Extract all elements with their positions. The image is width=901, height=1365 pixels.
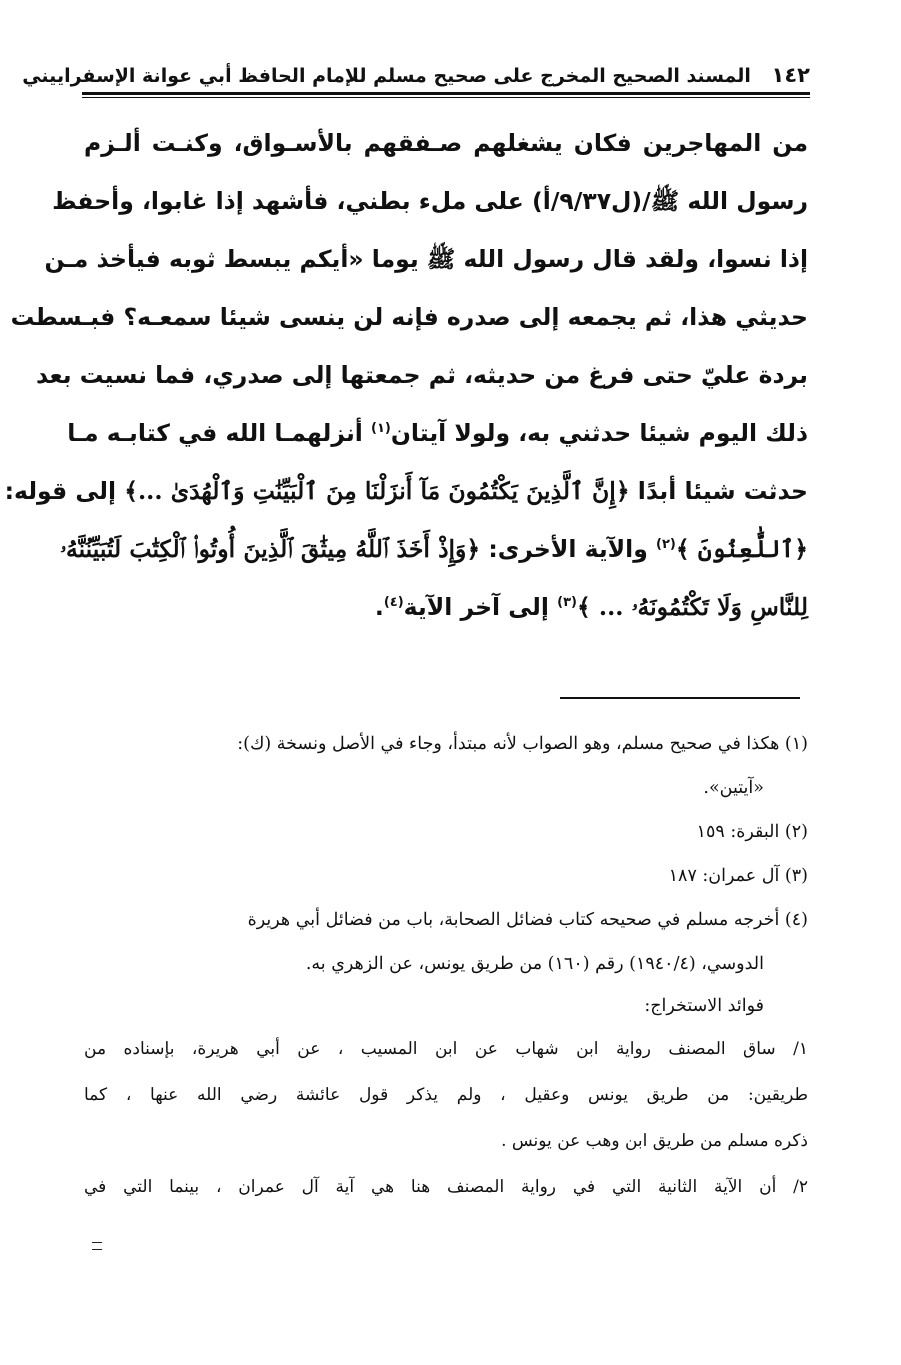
text-line [4,462,808,520]
footnote-separator [560,697,800,699]
line-text: أنزلهمـا الله في كتابـه مـا [67,419,372,447]
line-text: ﴾ [576,593,599,621]
quran-verse: وَإِذْ أَخَذَ ٱللَّهُ مِيثَٰقَ ٱلَّذِينَ أُوتُوا۟ ٱلْكِتَٰبَ لَتُبَيِّنُنَّهُۥ [60,535,467,563]
line-text: حديثي هذا، ثم يجمعه إلى صدره فإنه لن ينسى شيئا سمعـه؟ فبـسطت [10,303,808,331]
text-line [35,346,808,404]
line-text: من المهاجرين فكان يشغلهم صـفقهم بالأسـواق، وكنـت ألـزم [84,129,808,157]
line-text: رسول الله ﷺ/(ل٩/٣٧/أ) على ملء بطني، فأشهد إذا غابوا، وأحفظ [52,187,808,215]
book-title: المسند الصحيح المخرج على صحيح مسلم للإمام الحافظ أبي عوانة الإسفراييني [22,65,751,87]
continuation-mark [92,1242,102,1250]
line-text: . [374,593,384,621]
line-text: بردة عليّ حتى فرغ من حديثه، ثم جمعتها إلى صدري، فما نسيت بعد [35,361,808,389]
line-text: ﴾ إلى قوله: [4,477,138,505]
text-line [84,578,808,636]
footnote-4: (٤) أخرجه مسلم في صحيحه كتاب فضائل الصحابة، باب من فضائل أبي هريرة [247,910,808,930]
text-line [10,288,808,346]
footnote-3: (٣) آل عمران: ١٨٧ [668,866,808,886]
text-line [60,520,808,578]
line-text: إلى آخر الآية [403,593,558,621]
quran-verse: ٱللَّٰعِنُونَ [697,535,795,563]
header-rule [82,92,810,98]
text-line [52,172,808,230]
benefit-1: ١/ ساق المصنف رواية ابن شهاب عن ابن المسيب ، عن أبي هريرة، بإسناده من [84,1039,808,1059]
line-text: إذا نسوا، ولقد قال رسول الله ﷺ يوما «أيكم يبسط ثوبه فيأخذ مـن [44,245,808,273]
benefit-1-cont: ذكره مسلم من طريق ابن وهب عن يونس . [501,1131,808,1151]
footnote-2: (٢) البقرة: ١٥٩ [696,822,808,842]
text-line [67,404,808,462]
quran-verse: لِلنَّاسِ وَلَا تَكْتُمُونَهُۥ ... [598,593,808,621]
footnote-ref-4[interactable]: (٤) [383,595,404,611]
footnote-1: (١) هكذا في صحيح مسلم، وهو الصواب لأنه مبتدأ، وجاء في الأصل ونسخة (ك): [237,734,808,754]
footnote-1-cont: «آيتين». [703,778,764,798]
quran-verse: إِنَّ ٱلَّذِينَ يَكْتُمُونَ مَآ أَنزَلْنَا مِنَ ٱلْبَيِّنَٰتِ وَٱلْهُدَىٰ ... [137,477,616,505]
benefit-1-cont: طريقين: من طريق يونس وعقيل ، ولم يذكر قول عائشة رضي الله عنها ، كما [84,1085,808,1105]
footnote-ref-2[interactable]: (٢) [656,537,676,553]
main-text [4,114,808,636]
line-text: ﴿ [794,535,808,563]
footnotes [84,722,808,1210]
line-text: حدثت شيئا أبدًا ﴿ [615,477,808,505]
line-text: ذلك اليوم شيئا حدثني به، ولولا آيتان [390,419,808,447]
line-text: ﴾ [675,535,698,563]
footnote-ref-1[interactable]: (١) [371,421,391,437]
footnote-ref-3[interactable]: (٣) [557,595,577,611]
running-header [22,56,810,94]
text-line [44,230,808,288]
footnote-4-cont: الدوسي، (١٩٤٠/٤) رقم (١٦٠) من طريق يونس، عن الزهري به. [305,954,764,974]
benefits-heading: فوائد الاستخراج: [644,996,764,1016]
benefit-2: ٢/ أن الآية الثانية التي في رواية المصنف هنا هي آية آل عمران ، بينما التي في [84,1177,808,1197]
text-line [84,114,808,172]
line-text: والآية الأخرى: ﴿ [466,535,657,563]
page-number: ١٤٢ [771,63,810,87]
